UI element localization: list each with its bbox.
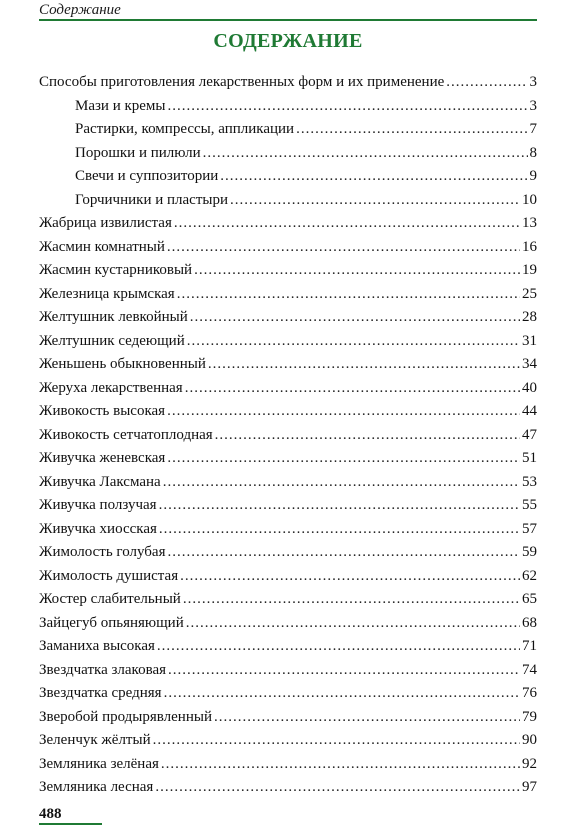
toc-entry [39,447,537,471]
toc-entry-page: 74 [522,661,537,678]
toc-entry [39,353,537,377]
toc-entry-page: 55 [522,497,537,513]
toc-entry-title: Жостер слабительный [39,591,181,607]
dot-leader [167,541,520,565]
toc-entry-title: Желтушник седеющий [39,332,185,349]
toc-entry-title: Желтушник левкойный [39,309,188,325]
dot-leader [203,142,528,166]
dot-leader [183,588,520,612]
toc-entry-page: 9 [529,168,537,184]
dot-leader [230,189,520,213]
toc-entry-title: Земляника зелёная [39,755,159,772]
toc-entry [39,635,537,659]
toc-entry-page: 13 [522,215,537,231]
dot-leader [167,447,520,471]
toc-entry-title: Живокость сетчатоплодная [39,426,213,443]
toc-entry-title: Женьшень обыкновенный [39,356,206,372]
dot-leader [220,165,527,189]
toc-entry-page: 19 [522,262,537,278]
dot-leader [153,729,520,753]
toc-entry-page: 34 [522,356,537,372]
toc-entry [39,541,537,565]
toc-entry [39,588,537,612]
toc-entry-title: Свечи и суппозитории [75,168,219,184]
dot-leader [163,471,520,495]
toc-entry-page: 90 [522,732,537,748]
toc-entry-page: 65 [522,591,537,607]
toc-entry [39,659,537,683]
toc-entry-title: Жасмин кустарниковый [39,262,193,278]
toc-entry-page: 10 [522,191,537,208]
toc-entry-title: Живучка хиосская [39,520,157,537]
dot-leader [296,118,527,142]
toc-entry-page: 3 [529,74,537,90]
toc-entry-page: 51 [522,450,537,466]
toc-subentry [39,95,537,119]
toc-entry [39,682,537,706]
dot-leader [174,212,520,236]
dot-leader [168,95,528,119]
dot-leader [208,353,520,377]
toc-entry [39,71,537,95]
toc-entry [39,565,537,589]
page-title: СОДЕРЖАНИЕ [213,30,363,52]
toc-entry-title: Горчичники и пластыри [75,191,228,208]
dot-leader [214,706,520,730]
toc-entry-title: Железница крымская [39,285,175,302]
toc-entry [39,518,537,542]
toc-entry-title: Земляника лесная [39,779,154,795]
toc-entry-page: 62 [522,567,537,584]
toc-entry-page: 31 [522,332,537,349]
toc-entry-title: Зверобой продырявленный [39,708,212,725]
toc-entry-title: Заманиха высокая [39,638,155,654]
toc-subentry [39,142,537,166]
header-rule [39,19,537,21]
dot-leader [185,377,520,401]
toc-entry-page: 28 [522,309,537,325]
dot-leader [215,424,520,448]
dot-leader [190,306,520,330]
toc-entry [39,424,537,448]
table-of-contents [39,71,537,800]
dot-leader [157,635,520,659]
toc-entry-page: 25 [522,285,537,302]
toc-subentry [39,165,537,189]
toc-entry-title: Способы приготовления лекарственных форм и их применение [39,74,445,90]
toc-entry [39,212,537,236]
toc-entry [39,729,537,753]
toc-entry-page: 71 [522,638,537,654]
toc-entry [39,400,537,424]
toc-entry-page: 7 [529,121,537,137]
toc-entry [39,283,537,307]
running-header: Содержание [39,2,121,18]
toc-entry-page: 53 [522,473,537,490]
toc-entry-page: 16 [522,238,537,255]
toc-entry [39,306,537,330]
toc-entry-title: Зеленчук жёлтый [39,732,151,748]
toc-entry-title: Жабрица извилистая [39,215,172,231]
toc-entry-page: 76 [522,685,537,701]
toc-entry-page: 57 [522,520,537,537]
toc-entry-title: Жасмин комнатный [39,238,165,255]
toc-entry-title: Мази и кремы [75,97,166,114]
dot-leader [168,659,520,683]
toc-entry-page: 47 [522,426,537,443]
toc-entry-title: Звездчатка злаковая [39,661,167,678]
toc-entry [39,236,537,260]
toc-subentry [39,189,537,213]
toc-entry-title: Живучка ползучая [39,497,157,513]
toc-entry-title: Зайцегуб опьяняющий [39,614,184,631]
toc-entry [39,330,537,354]
footer-rule [39,823,102,825]
dot-leader [167,236,520,260]
toc-entry [39,494,537,518]
toc-entry [39,706,537,730]
toc-entry-page: 59 [522,544,537,560]
toc-entry-title: Жимолость душистая [39,567,179,584]
toc-entry-page: 79 [522,708,537,725]
toc-entry [39,776,537,800]
dot-leader [155,776,520,800]
dot-leader [161,753,520,777]
toc-entry-title: Жимолость голубая [39,544,166,560]
toc-entry-page: 40 [522,379,537,396]
page-number: 488 [39,806,62,822]
toc-entry-title: Живучка Лаксмана [39,473,161,490]
toc-entry-page: 3 [529,97,537,114]
toc-entry-title: Растирки, компрессы, аппликации [75,121,295,137]
toc-entry [39,753,537,777]
toc-entry-page: 92 [522,755,537,772]
dot-leader [164,682,520,706]
toc-entry [39,471,537,495]
toc-entry-page: 68 [522,614,537,631]
toc-entry [39,259,537,283]
dot-leader [186,612,520,636]
toc-entry-page: 44 [522,403,537,419]
dot-leader [187,330,520,354]
toc-entry-title: Жеруха лекарственная [39,379,183,396]
dot-leader [159,518,520,542]
dot-leader [180,565,520,589]
toc-entry-page: 8 [529,144,537,161]
toc-entry-title: Звездчатка средняя [39,685,162,701]
toc-subentry [39,118,537,142]
toc-entry [39,377,537,401]
dot-leader [167,400,520,424]
dot-leader [446,71,527,95]
dot-leader [159,494,520,518]
toc-entry-title: Порошки и пилюли [75,144,201,161]
toc-entry-page: 97 [522,779,537,795]
dot-leader [177,283,520,307]
toc-entry-title: Живокость высокая [39,403,166,419]
toc-entry-title: Живучка женевская [39,450,166,466]
dot-leader [194,259,520,283]
toc-entry [39,612,537,636]
